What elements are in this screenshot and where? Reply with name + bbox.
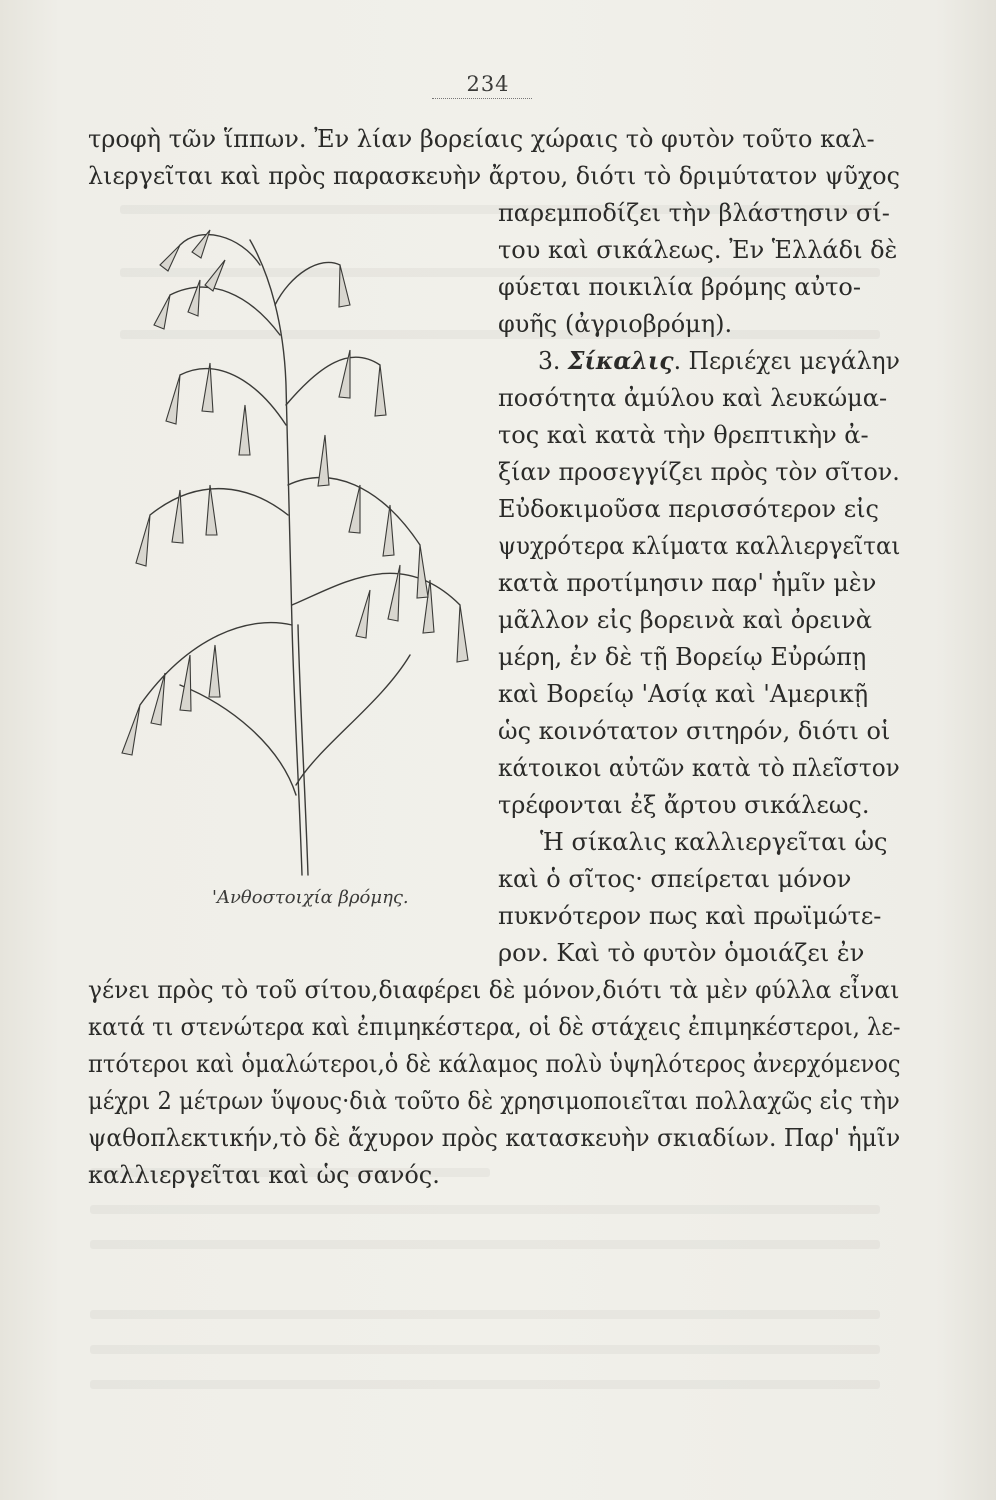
text-line: ρον. Καὶ τὸ φυτὸν ὁμοιάζει ἐν — [498, 939, 865, 967]
text-line: ψαθοπλεκτικήν,τὸ δὲ ἄχυρον πρὸς κατασκευὴν σκιαδίων. Παρ' ἡμῖν — [88, 1124, 901, 1152]
section-term: Σίκαλις — [567, 346, 674, 375]
text-line: καὶ Βορείῳ 'Ασίᾳ καὶ 'Αμερικῇ — [498, 680, 869, 708]
text-line: κάτοικοι αὐτῶν κατὰ τὸ πλεῖστον — [498, 754, 900, 782]
text-line: ψυχρότερα κλίματα καλλιεργεῖται — [498, 532, 901, 560]
text-line: καὶ ὁ σῖτος· σπείρεται μόνον — [498, 865, 852, 893]
text-line: φυῆς (ἀγριοβρόμη). — [498, 310, 733, 338]
section-heading-rest: . Περιέχει μεγάλην — [673, 347, 900, 375]
text-line: του καὶ σικάλεως. Ἐν Ἑλλάδι δὲ — [498, 236, 898, 264]
show-through — [90, 1205, 880, 1214]
text-line: λιεργεῖται καὶ πρὸς παρασκευὴν ἄρτου, διότι τὸ δριμύτατον ψῦχος — [88, 162, 900, 190]
text-line: γένει πρὸς τὸ τοῦ σίτου,διαφέρει δὲ μόνον,διότι τὰ μὲν φύλλα εἶναι — [88, 976, 900, 1004]
section-number: 3. — [538, 347, 568, 375]
text-line: κατά τι στενώτερα καὶ ἐπιμηκέστερα, οἱ δὲ στάχεις ἐπιμηκέστεροι, λε- — [88, 1013, 901, 1041]
text-line: μέχρι 2 μέτρων ὕψους·διὰ τοῦτο δὲ χρησιμοποιεῖται πολλαχῶς εἰς τὴν — [88, 1087, 900, 1115]
show-through — [90, 1310, 880, 1319]
show-through — [90, 1380, 880, 1389]
text-line: πυκνότερον πως καὶ πρωϊμώτε- — [498, 902, 882, 930]
page-number: 234 — [466, 72, 510, 96]
text-line: Εὐδοκιμοῦσα περισσότερον εἰς — [498, 495, 879, 523]
show-through — [90, 1240, 880, 1249]
section-heading-line — [538, 346, 900, 376]
text-line: καλλιεργεῖται καὶ ὡς σανός. — [88, 1161, 440, 1189]
text-line: μᾶλλον εἰς βορεινὰ καὶ ὀρεινὰ — [498, 606, 872, 634]
text-line: παρεμποδίζει τὴν βλάστησιν σί- — [498, 199, 890, 227]
text-line: ὡς κοινότατον σιτηρόν, διότι οἱ — [498, 717, 891, 745]
text-line: μέρη, ἐν δὲ τῇ Βορείῳ Εὐρώπῃ — [498, 643, 867, 671]
text-line: τροφὴ τῶν ἵππων. Ἐν λίαν βορείαις χώραις τὸ φυτὸν τοῦτο καλ- — [88, 125, 875, 153]
oat-plant-icon — [80, 185, 500, 885]
text-line: ποσότητα ἀμύλου καὶ λευκώμα- — [498, 384, 888, 412]
text-line: τος καὶ κατὰ τὴν θρεπτικὴν ἀ- — [498, 421, 869, 449]
show-through — [90, 1345, 880, 1354]
text-line: τρέφονται ἐξ ἄρτου σικάλεως. — [498, 791, 870, 819]
page-number-rule — [432, 98, 532, 99]
text-line: Ἡ σίκαλις καλλιεργεῖται ὡς — [540, 828, 888, 856]
text-line: ξίαν προσεγγίζει πρὸς τὸν σῖτον. — [498, 458, 900, 486]
figure-caption: 'Ανθοστοιχία βρόμης. — [212, 887, 409, 908]
oat-plant-illustration — [80, 185, 500, 885]
text-line: φύεται ποικιλία βρόμης αὐτο- — [498, 273, 861, 301]
text-line: πτότεροι καὶ ὁμαλώτεροι,ὁ δὲ κάλαμος πολὺ ὑψηλότερος ἀνερχόμενος — [88, 1050, 901, 1078]
text-line: κατὰ προτίμησιν παρ' ἡμῖν μὲν — [498, 569, 877, 597]
